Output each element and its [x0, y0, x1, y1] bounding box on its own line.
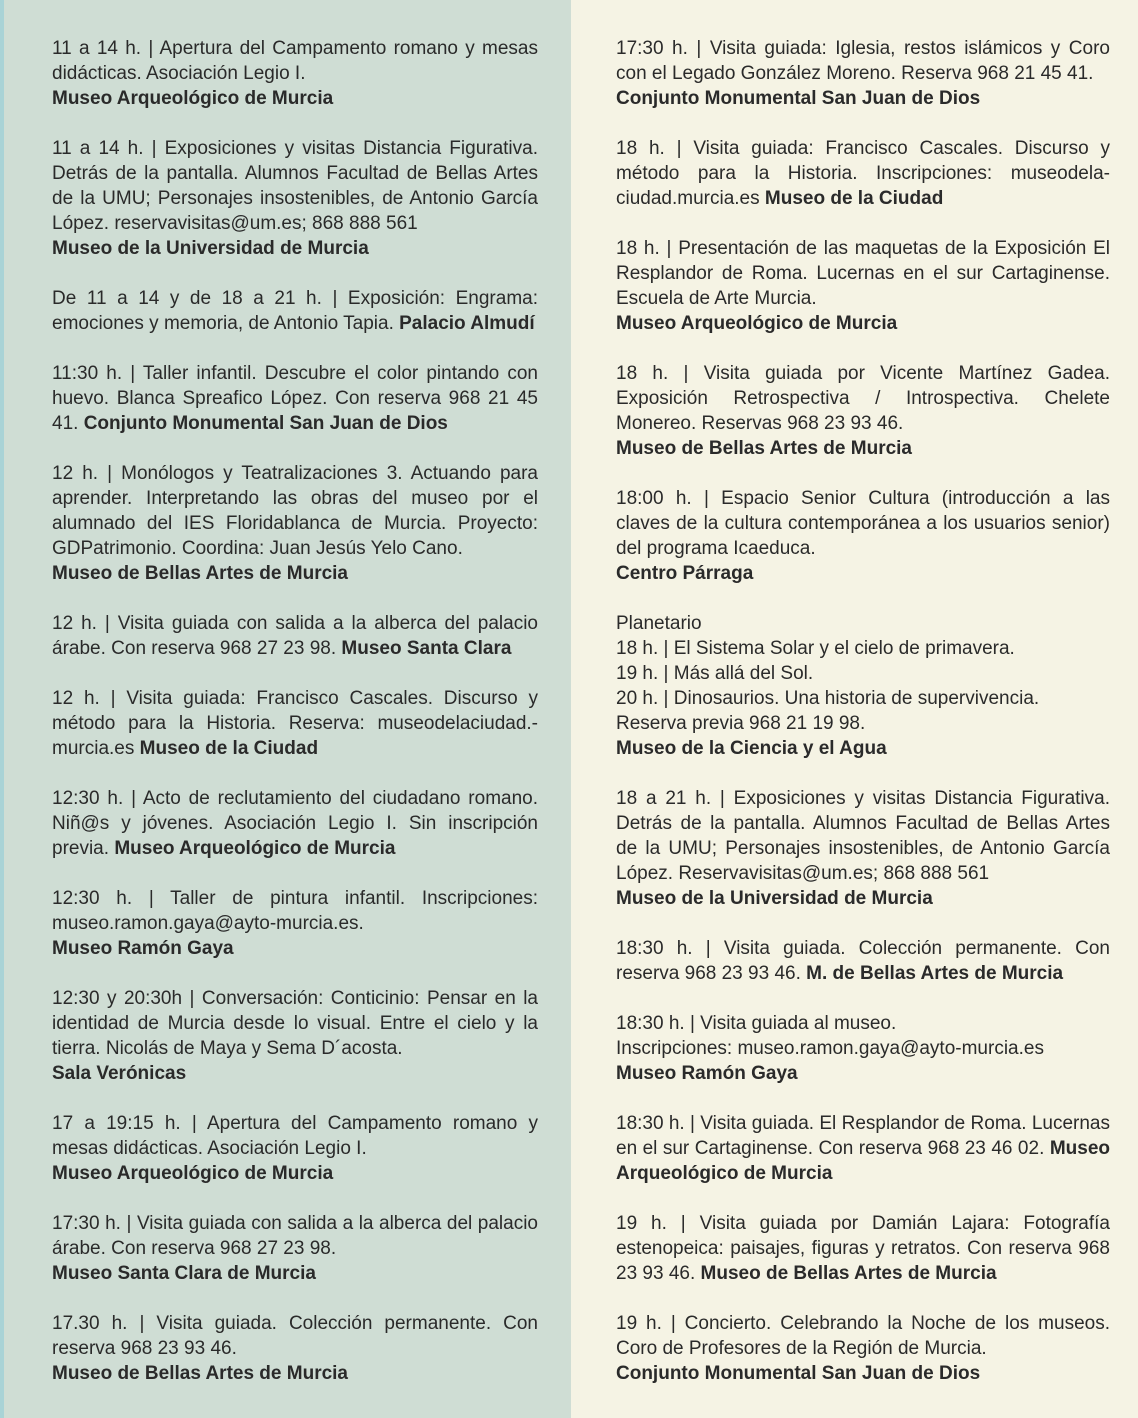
event-line: Planetario	[616, 613, 702, 634]
event-entry	[52, 36, 538, 111]
event-line: 18:30 h. | Visita guiada al museo.	[616, 1013, 897, 1034]
event-description: 18 h. | Visita guiada: Francisco Cascales. Discurso y método para la Historia. Inscripciones: museodela-ciudad.murcia.es	[616, 138, 1110, 209]
event-venue: Museo de la Ciencia y el Agua	[616, 738, 887, 759]
event-entry	[616, 236, 1110, 336]
event-venue: Museo Arqueológico de Murcia	[52, 88, 334, 109]
event-entry	[52, 611, 538, 661]
event-entry	[616, 611, 1110, 761]
event-venue: Museo de Bellas Artes de Murcia	[616, 438, 913, 459]
event-venue: Museo de Bellas Artes de Murcia	[700, 1263, 997, 1284]
event-venue: Museo Arqueológico de Murcia	[616, 1138, 1110, 1184]
event-venue: Museo de la Universidad de Murcia	[52, 238, 369, 259]
event-line: Inscripciones: museo.ramon.gaya@ayto-murcia.es	[616, 1038, 1044, 1059]
event-entry	[616, 1311, 1110, 1386]
event-venue: Sala Verónicas	[52, 1063, 187, 1084]
event-description: 18 h. | Presentación de las maquetas de la Exposición El Resplandor de Roma. Lucernas en el sur Cartaginense. Escuela de Arte Murcia.	[616, 238, 1110, 309]
event-description: 11 a 14 h. | Apertura del Campamento romano y mesas didácticas. Asociación Legio I.	[52, 38, 538, 84]
event-venue: Museo de Bellas Artes de Murcia	[52, 1363, 349, 1384]
event-description: 12:30 h. | Taller de pintura infantil. Inscripciones: museo.ramon.gaya@ayto-murcia.es.	[52, 888, 538, 934]
event-description: 17 a 19:15 h. | Apertura del Campamento romano y mesas didácticas. Asociación Legio I.	[52, 1113, 538, 1159]
event-line: 18 h. | El Sistema Solar y el cielo de primavera.	[616, 638, 1015, 659]
event-description: 18 a 21 h. | Exposiciones y visitas Distancia Figurativa. Detrás de la pantalla. Alumnos Facultad de Bellas Artes de la UMU; Personajes insostenibles, de Antonio García López. Reservavisitas@um.es; 868 888 561	[616, 788, 1110, 884]
event-entry	[52, 1211, 538, 1286]
event-entry	[616, 486, 1110, 586]
event-entry	[52, 286, 538, 336]
event-venue: Museo de la Ciudad	[764, 188, 944, 209]
event-entry	[616, 936, 1110, 986]
event-venue: Museo de Bellas Artes de Murcia	[52, 563, 349, 584]
event-line: 20 h. | Dinosaurios. Una historia de supervivencia.	[616, 688, 1040, 709]
event-description: 18:00 h. | Espacio Senior Cultura (introducción a las claves de la cultura contemporánea a los usuarios senior) del programa Icaeduca.	[616, 488, 1110, 559]
event-entry	[52, 1311, 538, 1386]
event-venue: Centro Párraga	[616, 563, 754, 584]
event-description: 12:30 h. | Acto de reclutamiento del ciudadano romano. Niñ@s y jóvenes. Asociación Legio I. Sin inscripción previa.	[52, 788, 538, 859]
event-line: 19 h. | Más allá del Sol.	[616, 663, 814, 684]
event-description: 11:30 h. | Taller infantil. Descubre el color pintando con huevo. Blanca Spreafico López. Con reserva 968 21 45 41.	[52, 363, 538, 434]
event-description: 18 h. | Visita guiada por Vicente Martínez Gadea. Exposición Retrospectiva / Introspectiva. Chelete Monereo. Reservas 968 23 93 46.	[616, 363, 1110, 434]
event-venue: Conjunto Monumental San Juan de Dios	[83, 413, 448, 434]
event-venue: M. de Bellas Artes de Murcia	[806, 963, 1064, 984]
event-venue: Museo de la Ciudad	[139, 738, 319, 759]
event-venue: Palacio Almudí	[399, 313, 535, 334]
event-description: 17:30 h. | Visita guiada: Iglesia, restos islámicos y Coro con el Legado González Moreno. Reserva 968 21 45 41.	[616, 38, 1110, 84]
event-venue: Museo Arqueológico de Murcia	[114, 838, 396, 859]
event-description: 11 a 14 h. | Exposiciones y visitas Distancia Figurativa. Detrás de la pantalla. Alumnos Facultad de Bellas Artes de la UMU; Personajes insostenibles, de Antonio García López. reservavisitas@um.es; 868 888 561	[52, 138, 538, 234]
event-entry	[52, 461, 538, 586]
event-description: 12:30 y 20:30h | Conversación: Conticinio: Pensar en la identidad de Murcia desde lo visual. Entre el cielo y la tierra. Nicolás de Maya y Sema D´acosta.	[52, 988, 538, 1059]
event-entry	[616, 786, 1110, 911]
event-description: 12 h. | Visita guiada con salida a la alberca del palacio árabe. Con reserva 968 27 23 98.	[52, 613, 538, 659]
event-entry	[616, 1211, 1110, 1286]
event-venue: Museo Santa Clara	[341, 638, 512, 659]
event-entry	[616, 361, 1110, 461]
event-description: 17:30 h. | Visita guiada con salida a la alberca del palacio árabe. Con reserva 968 27 23 98.	[52, 1213, 538, 1259]
event-entry	[52, 886, 538, 961]
event-venue: Museo Ramón Gaya	[616, 1063, 798, 1084]
event-description: 19 h. | Concierto. Celebrando la Noche de los museos. Coro de Profesores de la Región de Murcia.	[616, 1313, 1110, 1359]
event-description: 18:30 h. | Visita guiada. Colección permanente. Con reserva 968 23 93 46.	[616, 938, 1110, 984]
event-entry	[616, 1011, 1110, 1086]
event-line: Reserva previa 968 21 19 98.	[616, 713, 866, 734]
event-entry	[52, 686, 538, 761]
event-entry	[616, 1111, 1110, 1186]
event-entry	[52, 136, 538, 261]
event-venue: Museo Ramón Gaya	[52, 938, 234, 959]
event-venue: Museo Santa Clara de Murcia	[52, 1263, 316, 1284]
event-entry	[52, 786, 538, 861]
event-venue: Conjunto Monumental San Juan de Dios	[616, 1363, 981, 1384]
event-description: 18:30 h. | Visita guiada. El Resplandor de Roma. Lucernas en el sur Cartaginense. Con reserva 968 23 46 02.	[616, 1113, 1110, 1159]
event-description: 19 h. | Visita guiada por Damián Lajara: Fotografía estenopeica: paisajes, figuras y retratos. Con reserva 968 23 93 46.	[616, 1213, 1110, 1284]
event-venue: Museo de la Universidad de Murcia	[616, 888, 933, 909]
event-venue: Museo Arqueológico de Murcia	[52, 1163, 334, 1184]
event-description: 12 h. | Visita guiada: Francisco Cascales. Discurso y método para la Historia. Reserva: museodelaciudad.-murcia.es	[52, 688, 538, 759]
event-entry	[616, 136, 1110, 211]
event-venue: Conjunto Monumental San Juan de Dios	[616, 88, 981, 109]
right-event-column	[616, 36, 1110, 1411]
event-entry	[52, 1111, 538, 1186]
event-entry	[52, 361, 538, 436]
left-event-column	[52, 36, 538, 1411]
event-description: 17.30 h. | Visita guiada. Colección permanente. Con reserva 968 23 93 46.	[52, 1313, 538, 1359]
event-description: 12 h. | Monólogos y Teatralizaciones 3. Actuando para aprender. Interpretando las obras del museo por el alumnado del IES Floridablanca de Murcia. Proyecto: GDPatrimonio. Coordina: Juan Jesús Yelo Cano.	[52, 463, 538, 559]
event-entry	[52, 986, 538, 1086]
event-venue: Museo Arqueológico de Murcia	[616, 313, 898, 334]
event-description: De 11 a 14 y de 18 a 21 h. | Exposición: Engrama: emociones y memoria, de Antonio Tapia.	[52, 288, 538, 334]
event-entry	[616, 36, 1110, 111]
